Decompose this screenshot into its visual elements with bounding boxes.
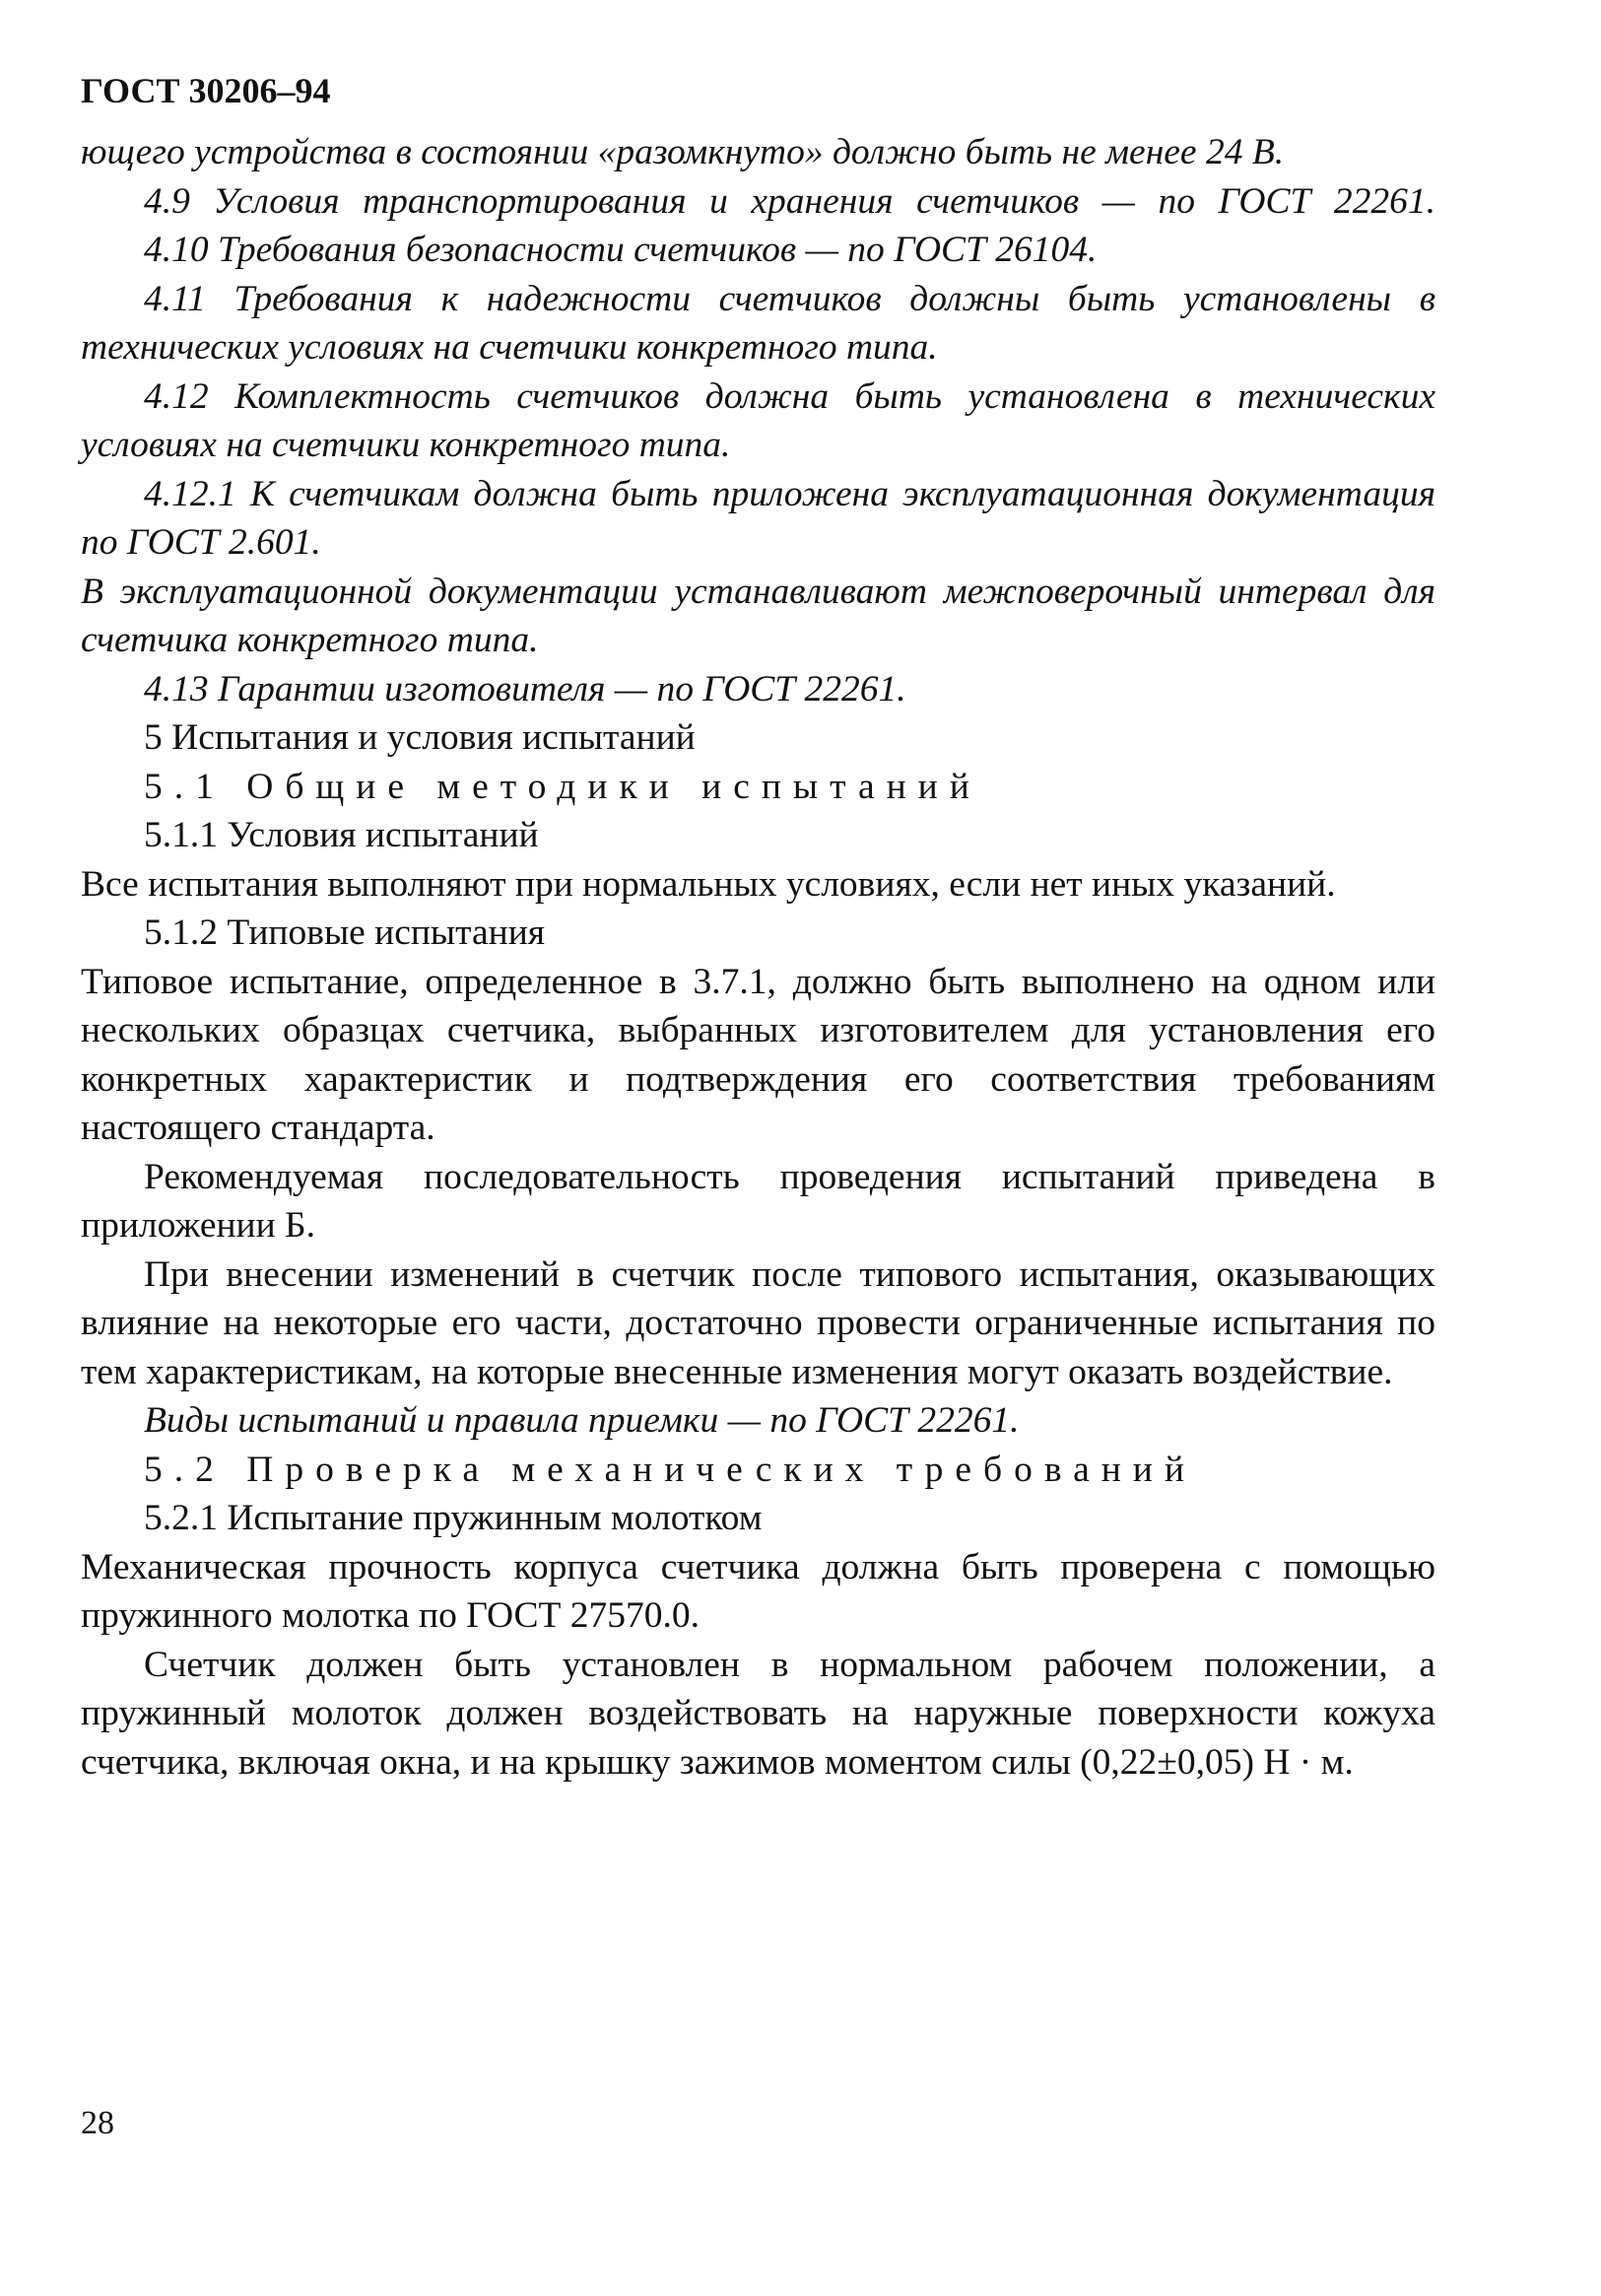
paragraph-acceptance: Виды испытаний и правила приемки — по ГОСТ 22261. [144, 1400, 1020, 1441]
paragraph-4-9: 4.9 Условия транспортирования и хранения счетчиков — по ГОСТ 22261. [144, 180, 1435, 222]
section-heading-5: 5 Испытания и условия испытаний [144, 717, 696, 758]
document-body [81, 128, 1435, 1787]
section-heading-5-1: 5.1 Общие методики испытаний [144, 766, 981, 807]
paragraph-4-12-1: 4.12.1 К счетчикам должна быть приложена эксплуатационная документация по ГОСТ 2.601. [81, 473, 1435, 563]
paragraph-type-test: Типовое испытание, определенное в 3.7.1, должно быть выполнено на одном или нескольких образцах счетчика, выбранных изготовителем для установления его конкретных характеристик и подтверждения его соответствия требованиям настоящего стандарта. [81, 961, 1435, 1148]
page-number: 28 [81, 2105, 114, 2141]
section-heading-5-2-1: 5.2.1 Испытание пружинным молотком [144, 1498, 763, 1538]
paragraph-4-12: 4.12 Комплектность счетчиков должна быть установлена в технических условиях на счетчики конкретного типа. [81, 375, 1435, 465]
paragraph-test-sequence: Рекомендуемая последовательность проведения испытаний приведена в приложении Б. [81, 1156, 1435, 1246]
paragraph-4-11: 4.11 Требования к надежности счетчиков должны быть установлены в технических условиях на счетчики конкретного типа. [81, 278, 1435, 368]
paragraph-test-conditions: Все испытания выполняют при нормальных условиях, если нет иных указаний. [81, 863, 1336, 905]
running-header: ГОСТ 30206–94 [81, 71, 331, 110]
paragraph-continuation: ющего устройства в состоянии «разомкнуто» должно быть не менее 24 В. [81, 132, 1285, 172]
paragraph-hammer: Счетчик должен быть установлен в нормальном рабочем положении, а пружинный молоток должен воздействовать на наружные поверхности кожуха счетчика, включая окна, и на крышку зажимов моментом силы (0,22±0,05) Н · м. [81, 1644, 1435, 1783]
document-page [81, 69, 1435, 2237]
section-heading-5-1-1: 5.1.1 Условия испытаний [144, 815, 539, 855]
paragraph-4-13: 4.13 Гарантии изготовителя — по ГОСТ 22261. [144, 668, 906, 709]
paragraph-interval: В эксплуатационной документации устанавливают межповерочный интервал для счетчика конкретного типа. [81, 571, 1435, 660]
paragraph-strength: Механическая прочность корпуса счетчика должна быть проверена с помощью пружинного молотка по ГОСТ 27570.0. [81, 1546, 1435, 1636]
section-heading-5-2: 5.2 Проверка механических требований [144, 1449, 1196, 1490]
paragraph-4-10: 4.10 Требования безопасности счетчиков — по ГОСТ 26104. [144, 230, 1098, 270]
section-heading-5-1-2: 5.1.2 Типовые испытания [144, 912, 546, 953]
paragraph-changes: При внесении изменений в счетчик после типового испытания, оказывающих влияние на некоторые его части, достаточно провести ограниченные испытания по тем характеристикам, на которые внесенные изменения могут оказать воздействие. [81, 1253, 1435, 1392]
